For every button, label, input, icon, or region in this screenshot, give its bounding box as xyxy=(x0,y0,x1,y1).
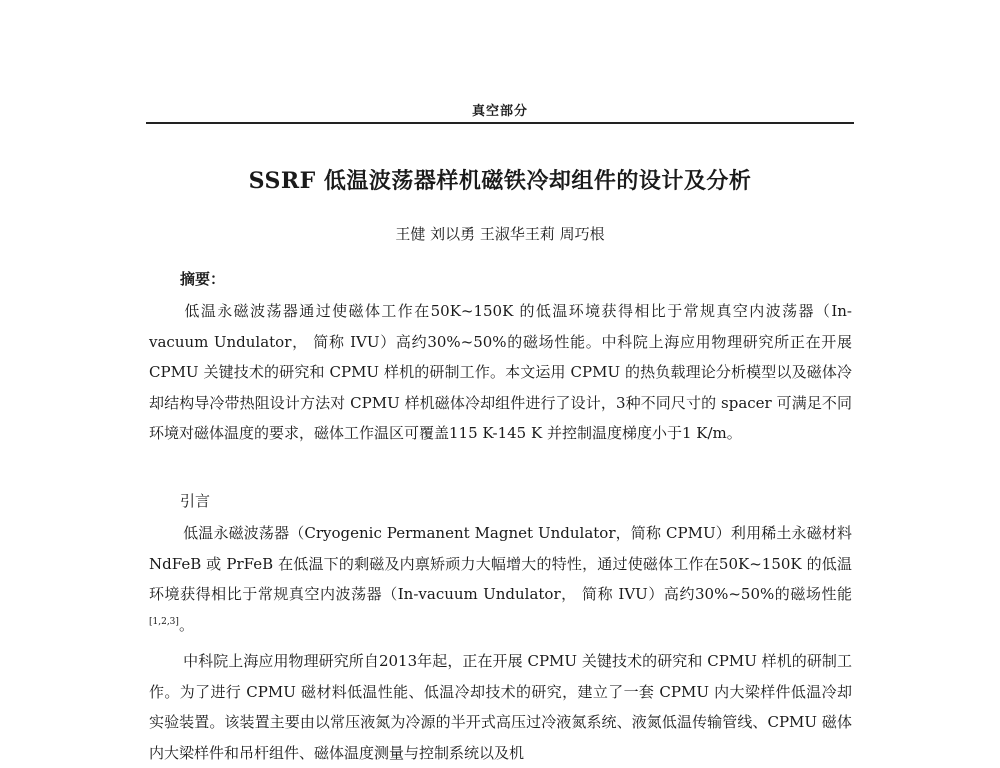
abstract-label: 摘要： xyxy=(180,270,226,288)
intro-paragraph-2 xyxy=(149,646,852,768)
author-list: 王健 刘以勇 王淑华王莉 周巧根 xyxy=(395,225,605,243)
header-rule xyxy=(146,122,854,124)
paper-title: SSRF 低温波荡器样机磁铁冷却组件的设计及分析 xyxy=(248,168,752,194)
abstract-text: 低温永磁波荡器通过使磁体工作在50K~150K 的低温环境获得相比于常规真空内波荡器（In-vacuum Undulator， 简称 IVU）高约30%~50%的磁场性能。中科院上海应用物理研究所正在开展 CPMU 关键技术的研究和 CPMU 样机的研制工作。本文运用 CPMU 的热负载理论分析模型以及磁体冷却结构导冷带热阻设计方法对 CPMU 样机磁体冷却组件进行了设计，3种不同尺寸的 spacer 可满足不同环境对磁体温度的要求，磁体工作温区可覆盖115 K-145 K 并控制温度梯度小于1 K/m。 xyxy=(149,302,852,442)
citation-marker: [1,2,3] xyxy=(149,616,179,627)
intro-paragraph-1-end: 。 xyxy=(178,615,194,634)
intro-paragraph-1-text: 低温永磁波荡器（Cryogenic Permanent Magnet Undulator，简称 CPMU）利用稀土永磁材料 NdFeB 或 PrFeB 在低温下的剩磁及内禀矫顽力大幅增大的特性，通过使磁体工作在50K~150K 的低温环境获得相比于常规真空内波荡器（In-vacuum Undulator， 简称 IVU）高约30%~50%的磁场性能 xyxy=(149,524,852,603)
introduction-label: 引言 xyxy=(180,492,211,510)
abstract-paragraph xyxy=(149,296,852,449)
intro-paragraph-1 xyxy=(149,518,852,640)
running-header: 真空部分 xyxy=(471,104,528,119)
intro-paragraph-2-text: 中科院上海应用物理研究所自2013年起，正在开展 CPMU 关键技术的研究和 CPMU 样机的研制工作。为了进行 CPMU 磁材料低温性能、低温冷却技术的研究，建立了一套 CPMU 内大梁样件低温冷却实验装置。该装置主要由以常压液氮为冷源的半开式高压过冷液氮系统、液氮低温传输管线、CPMU 磁体内大梁样件和吊杆组件、磁体温度测量与控制系统以及机 xyxy=(149,652,852,762)
